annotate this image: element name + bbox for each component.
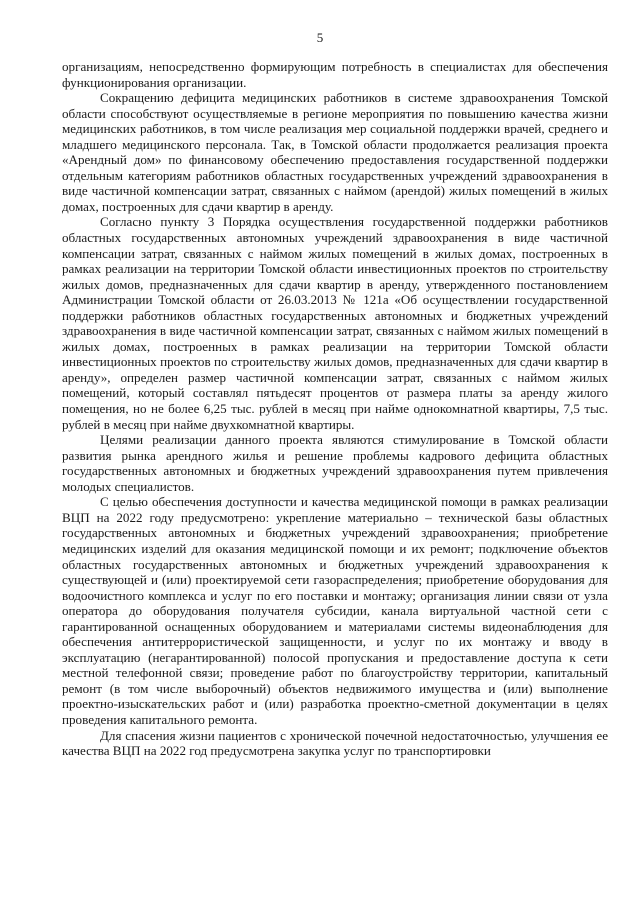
page-number: 5 [316,30,324,45]
paragraph-staff-shortage: Сокращению дефицита медицинских работников в системе здравоохранения Томской области способствуют осуществляемые в регионе мероприятия по повышению качества жизни медицинских работников, в том числе реализация мер социальной поддержки врачей, среднего и младшего медицинского персонала. Так, в Томской области продолжается реализация проекта «Арендный дом» по финансовому обеспечению предоставления государственной поддержки отдельным категориям работников областных государственных учреждений здравоохранения в виде частичной компенсации затрат, связанных с наймом (арендой) жилых помещений в жилых домах, построенных для сдачи квартир в аренду. [62,90,608,214]
paragraph-compensation-order: Согласно пункту 3 Порядка осуществления государственной поддержки работников областных государственных автономных учреждений здравоохранения в виде частичной компенсации затрат, связанных с наймом жилых помещений в жилых домах, построенных в рамках реализации на территории Томской области инвестиционных проектов по строительству жилых домов, предназначенных для сдачи квартир в аренду, утвержденного постановлением Администрации Томской области от 26.03.2013 № 121а «Об осуществлении государственной поддержки работников областных государственных автономных и бюджетных учреждений здравоохранения в виде частичной компенсации затрат, связанных с наймом жилых помещений в жилых домах, построенных в рамках реализации на территории Томской области инвестиционных проектов по строительству жилых домов, предназначенных для сдачи квартир в аренду», определен размер частичной компенсации затрат, связанных с наймом жилых помещений, который составлял пятьдесят процентов от размера платы за аренду жилого помещения, но не более 6,25 тыс. рублей в месяц при найме однокомнатной квартиры, 7,5 тыс. рублей в месяц при найме двухкомнатной квартиры. [62,214,608,432]
paragraph-project-goals: Целями реализации данного проекта являются стимулирование в Томской области развития рынка арендного жилья и решение проблемы кадрового дефицита областных государственных автономных и бюджетных учреждений здравоохранения путем привлечения молодых специалистов. [62,432,608,494]
paragraph-kidney-patients: Для спасения жизни пациентов с хронической почечной недостаточностью, улучшения ее качества ВЦП на 2022 год предусмотрена закупка услуг по транспортировки [62,727,608,759]
document-body [62,59,608,759]
paragraph-continuation: организациям, непосредственно формирующим потребность в специалистах для обеспечения функционирования организации. [62,59,608,90]
paragraph-vcp-2022: С целью обеспечения доступности и качества медицинской помощи в рамках реализации ВЦП на 2022 году предусмотрено: укрепление материально – технической базы областных государственных автономных и бюджетных учреждений здравоохранения; приобретение медицинских изделий для оказания медицинской помощи и их ремонт; подключение объектов областных государственных автономных и бюджетных учреждений здравоохранения к существующей и (или) проектируемой сети газораспределения; приобретение оборудования для водоочистного комплекса и услуг по его поставки и монтажу; организация линии связи от узла оператора до оборудования получателя субсидии, канала виртуальной частной сети с гарантированной оснащенных оборудованием и материалами системы видеонаблюдения для обеспечения антитеррористической защищенности, и услуг по их монтажу и вводу в эксплуатацию (негарантированной) полосой пропускания и предоставление доступа к сети местной телефонной связи; проведение работ по благоустройству территории, капитальный ремонт (в том числе выборочный) объектов недвижимого имущества и (или) выполнение проектно-изыскательских работ и (или) разработка проектно-сметной документации в целях проведения капитального ремонта. [62,494,608,727]
